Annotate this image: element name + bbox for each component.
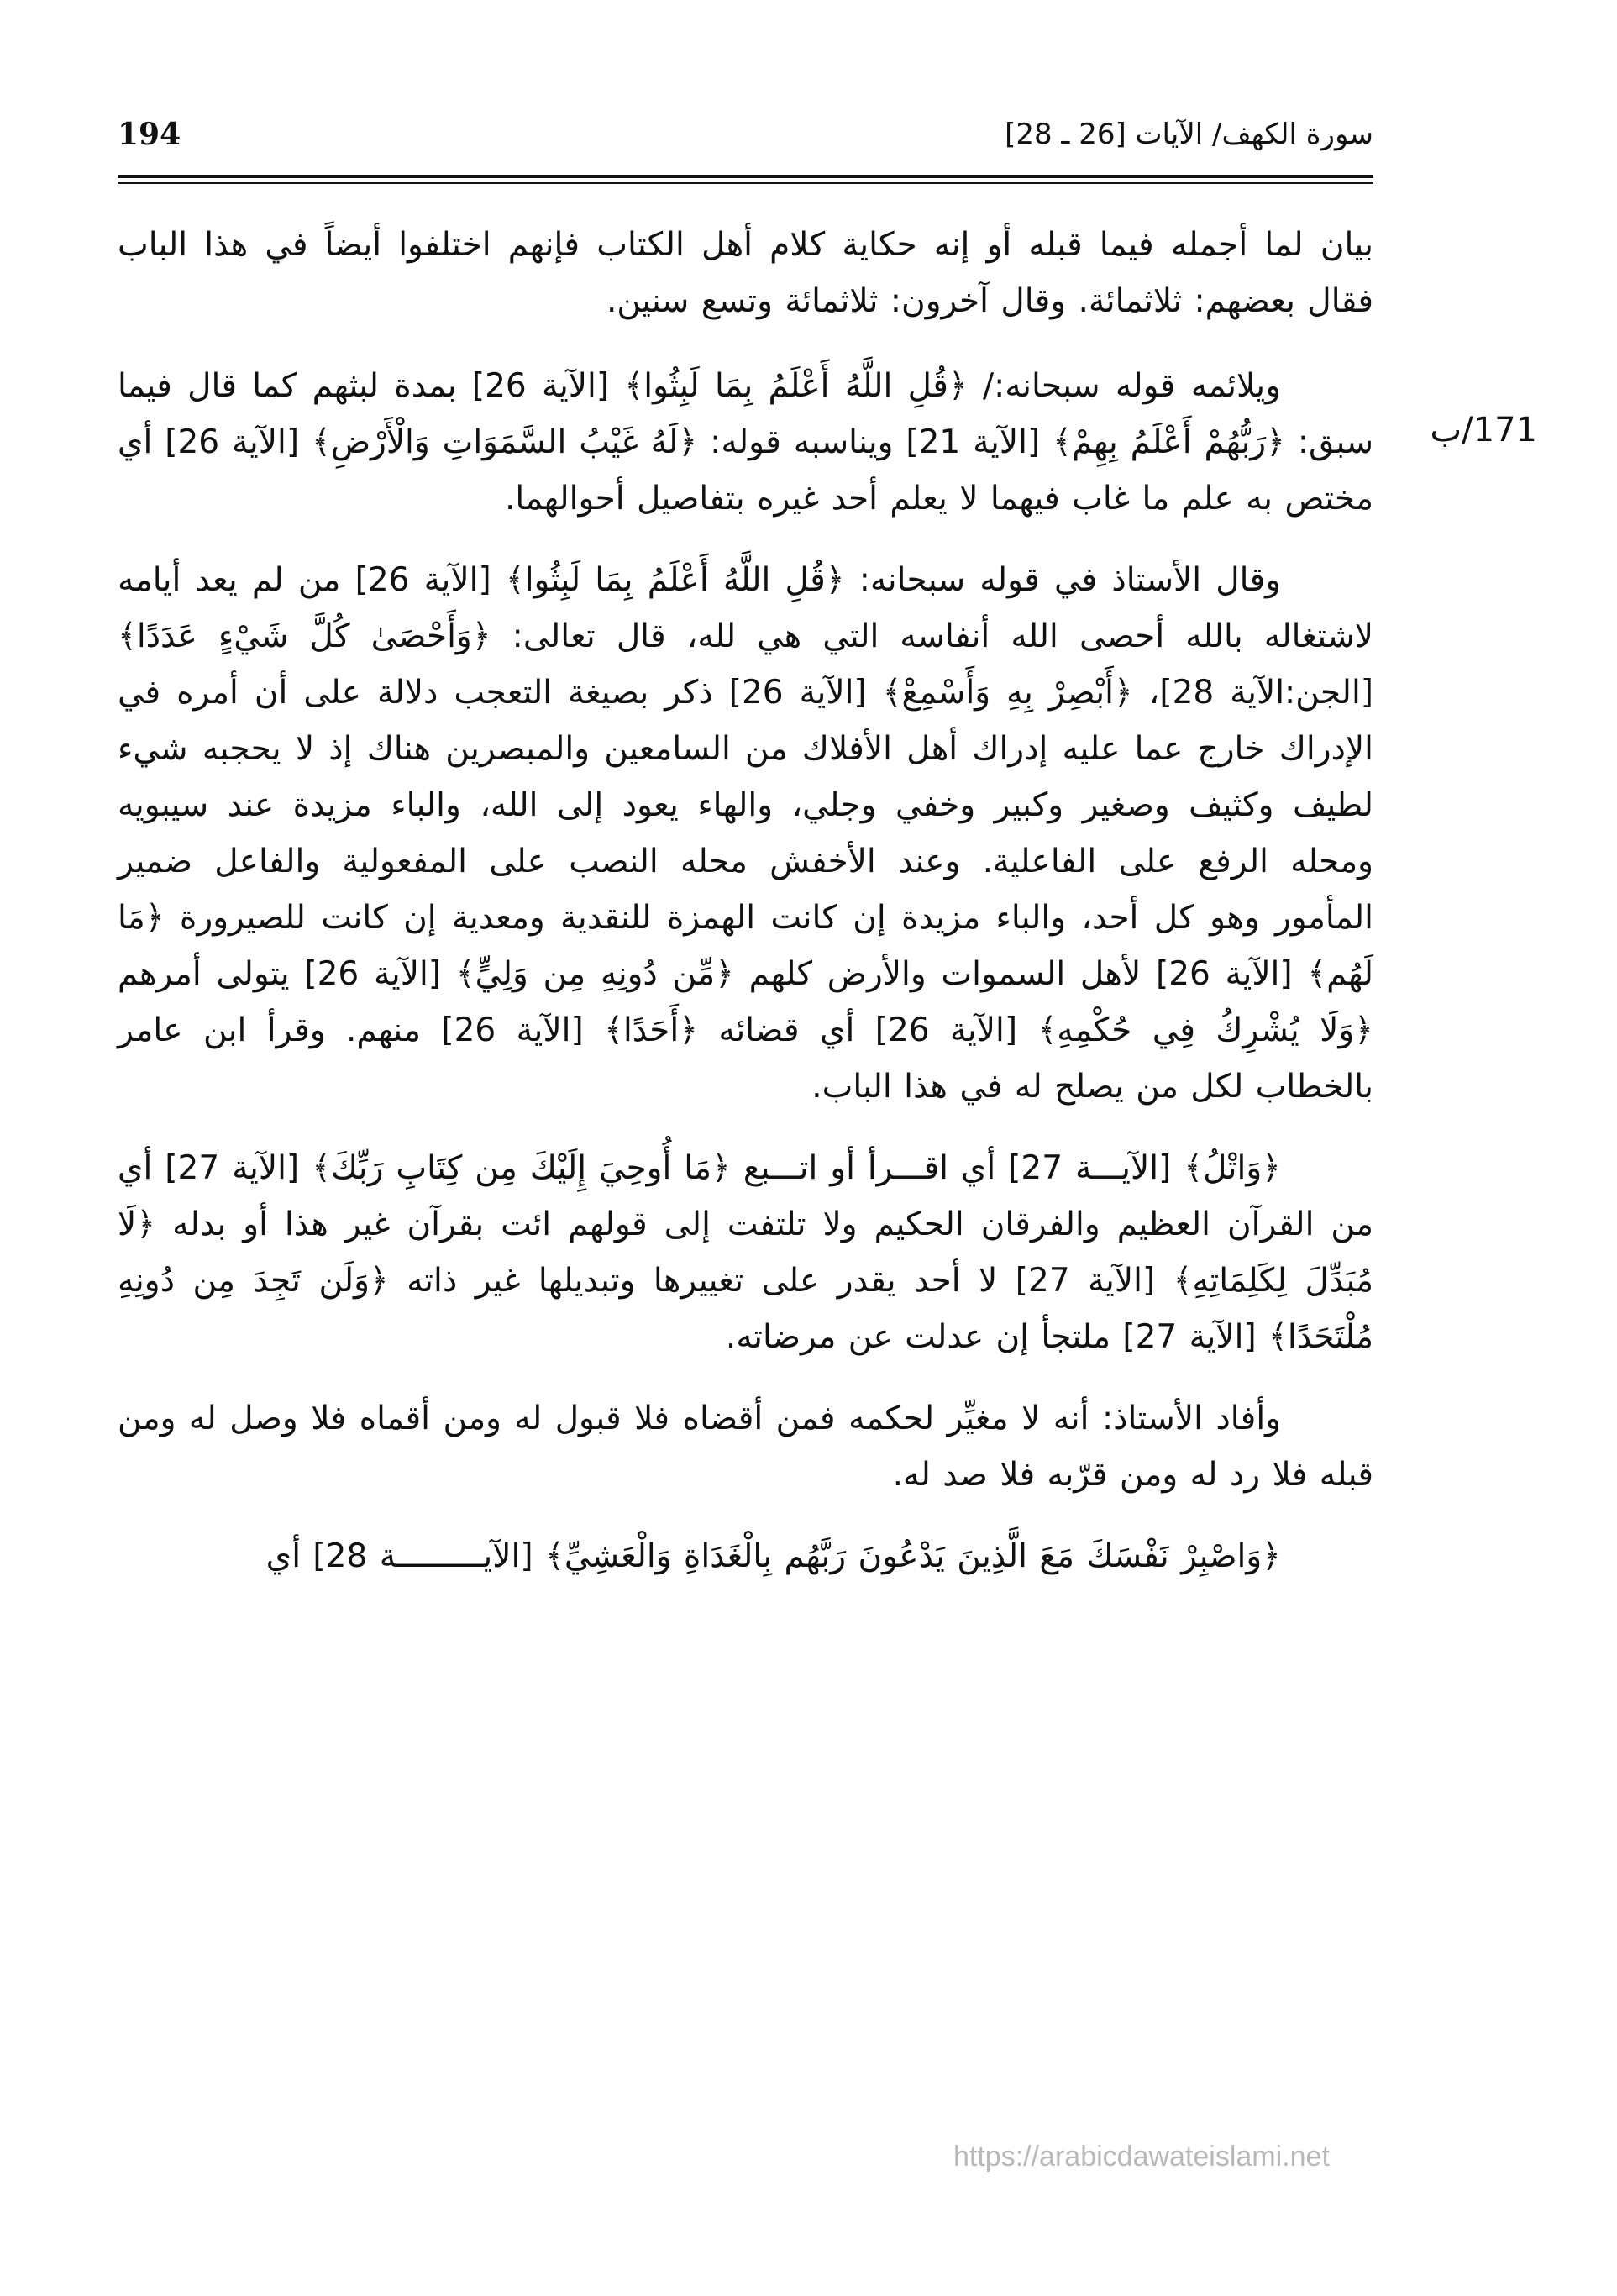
paragraph-5: وأفاد الأستاذ: أنه لا مغيِّر لحكمه فمن أقضاه فلا قبول له ومن أقماه فلا وصل له ومن قبله فلا رد له ومن قرّبه فلا صد له. [118, 1400, 1373, 1494]
page-body [118, 217, 1373, 1610]
header-rule-thin [118, 182, 1373, 184]
running-title: سورة الكهف/ الآيات [26 ـ 28] [1005, 118, 1373, 151]
page-header [118, 118, 1373, 168]
paragraph-3: وقال الأستاذ في قوله سبحانه: ﴿قُلِ اللَّهُ أَعْلَمُ بِمَا لَبِثُوا﴾ [الآية 26] من لم يعد أيامه لاشتغاله بالله أحصى الله أنفاسه التي هي لله، قال تعالى: ﴿وَأَحْصَىٰ كُلَّ شَيْءٍ عَدَدًا﴾ [الجن:الآية 28]، ﴿أَبْصِرْ بِهِ وَأَسْمِعْ﴾ [الآية 26] ذكر بصيغة التعجب دلالة على أن أمره في الإدراك خارج عما عليه إدراك أهل الأفلاك من السامعين والمبصرين هناك إذ لا يحجبه شيء لطيف وكثيف وصغير وكبير وخفي وجلي، والهاء يعود إلى الله، والباء مزيدة عند سيبويه ومحله الرفع على الفاعلية. وعند الأخفش محله النصب على المفعولية والفاعل ضمير المأمور وهو كل أحد، والباء مزيدة إن كانت الهمزة للنقدية ومعدية إن كانت للصيرورة ﴿مَا لَهُم﴾ [الآية 26] لأهل السموات والأرض كلهم ﴿مِّن دُونِهِ مِن وَلِيٍّ﴾ [الآية 26] يتولى أمرهم ﴿وَلَا يُشْرِكُ فِي حُكْمِهِ﴾ [الآية 26] أي قضائه ﴿أَحَدًا﴾ [الآية 26] منهم. وقرأ ابن عامر بالخطاب لكل من يصلح له في هذا الباب. [118, 561, 1374, 1106]
header-rule [118, 175, 1373, 178]
paragraph-4: ﴿وَاتْلُ﴾ [الآيـــة 27] أي اقـــرأ أو اتـــبع ﴿مَا أُوحِيَ إِلَيْكَ مِن كِتَابِ رَبِّكَ﴾ [الآية 27] أي من القرآن العظيم والفرقان الحكيم ولا تلتفت إلى قولهم ائت بقرآن غير هذا أو بدله ﴿لَا مُبَدِّلَ لِكَلِمَاتِهِ﴾ [الآية 27] لا أحد يقدر على تغييرها وتبديلها غير ذاته ﴿وَلَن تَجِدَ مِن دُونِهِ مُلْتَحَدًا﴾ [الآية 27] ملتجأ إن عدلت عن مرضاته. [118, 1149, 1374, 1356]
paragraph-6: ﴿وَاصْبِرْ نَفْسَكَ مَعَ الَّذِينَ يَدْعُونَ رَبَّهُم بِالْغَدَاةِ وَالْعَشِيِّ﴾ [الآيـــــــــة 28] أي [265, 1537, 1281, 1575]
paragraph-2: ويلائمه قوله سبحانه:/ ﴿قُلِ اللَّهُ أَعْلَمُ بِمَا لَبِثُوا﴾ [الآية 26] بمدة لبثهم كما قال فيما سبق: ﴿رَبُّهُمْ أَعْلَمُ بِهِمْ﴾ [الآية 21] ويناسبه قوله: ﴿لَهُ غَيْبُ السَّمَوَاتِ وَالْأَرْضِ﴾ [الآية 26] أي مختص به علم ما غاب فيهما لا يعلم أحد غيره بتفاصيل أحوالهما. [118, 367, 1373, 518]
paragraph-1: بيان لما أجمله فيما قبله أو إنه حكاية كلام أهل الكتاب فإنهم اختلفوا أيضاً في هذا الباب فقال بعضهم: ثلاثمائة. وقال آخرون: ثلاثمائة وتسع سنين. [118, 226, 1373, 320]
manuscript-folio-note: 171/ب [1430, 411, 1537, 449]
page-number: 194 [118, 117, 181, 152]
watermark-url: https://arabicdawateislami.net [953, 2141, 1330, 2173]
